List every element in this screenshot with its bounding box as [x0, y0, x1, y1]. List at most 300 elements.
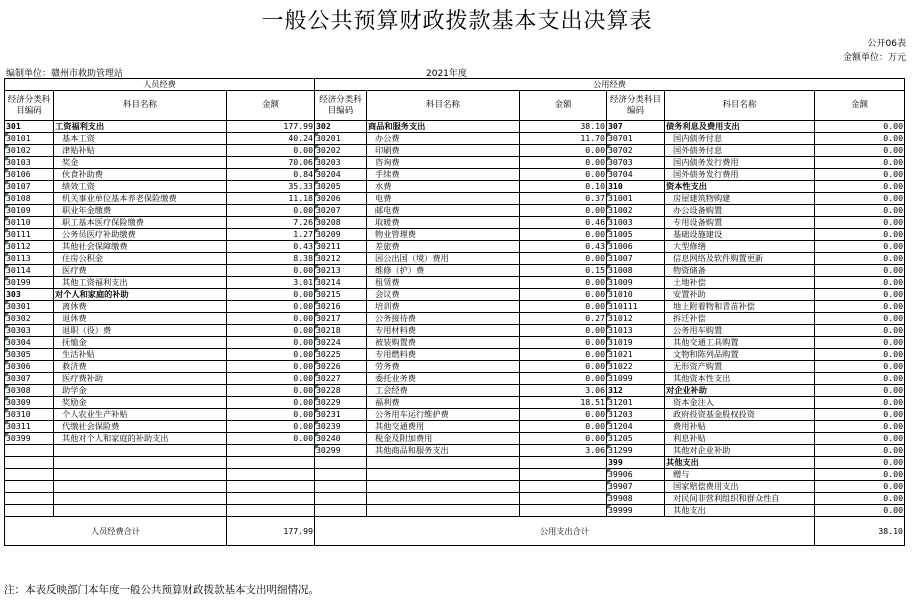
amount-cell: 0.00	[520, 409, 607, 421]
amount-cell: 0.00	[815, 397, 905, 409]
econ-code-cell: 31203	[607, 409, 665, 421]
group-personnel: 人员经费	[5, 79, 315, 91]
item-name-cell: 基本工资	[54, 133, 227, 145]
item-name-cell: 国外债务付息	[665, 145, 815, 157]
econ-code-cell: 39906	[607, 469, 665, 481]
amount-cell: 0.00	[520, 361, 607, 373]
item-name-cell: 医疗费	[54, 265, 227, 277]
item-name-cell: 助学金	[54, 385, 227, 397]
econ-code-cell: 31013	[607, 325, 665, 337]
amount-cell: 0.00	[520, 421, 607, 433]
amount-cell: 11.70	[520, 133, 607, 145]
econ-code-cell	[315, 457, 367, 469]
econ-code-cell: 30305	[5, 349, 54, 361]
report-title: 一般公共预算财政拨款基本支出决算表	[261, 9, 653, 34]
econ-code-cell: 31009	[607, 277, 665, 289]
amount-cell: 70.06	[227, 157, 315, 169]
amount-cell: 0.00	[227, 409, 315, 421]
item-name-cell: 代缴社会保险费	[54, 421, 227, 433]
personnel-total-label: 人员经费合计	[5, 517, 227, 546]
table-row	[5, 229, 905, 241]
amount-cell: 0.00	[520, 301, 607, 313]
table-row	[5, 265, 905, 277]
econ-code-cell: 30225	[315, 349, 367, 361]
table-row	[5, 121, 905, 133]
item-name-cell: 办公设备购置	[665, 205, 815, 217]
item-name-cell: 租赁费	[367, 277, 520, 289]
header-code: 经济分类科目编码	[607, 91, 665, 121]
table-row	[5, 313, 905, 325]
econ-code-cell: 30240	[315, 433, 367, 445]
group-public: 公用经费	[315, 79, 905, 91]
econ-code-cell: 301	[5, 121, 54, 133]
item-name-cell: 其他资本性支出	[665, 373, 815, 385]
econ-code-cell: 307	[607, 121, 665, 133]
item-name-cell: 咨询费	[367, 157, 520, 169]
amount-cell: 0.46	[520, 217, 607, 229]
table-row	[5, 181, 905, 193]
econ-code-cell: 30309	[5, 397, 54, 409]
amount-cell: 177.99	[227, 121, 315, 133]
econ-code-cell: 30303	[5, 325, 54, 337]
table-row	[5, 373, 905, 385]
item-name-cell: 政府投资基金股权投资	[665, 409, 815, 421]
econ-code-cell: 30205	[315, 181, 367, 193]
econ-code-cell: 30211	[315, 241, 367, 253]
econ-code-cell: 30301	[5, 301, 54, 313]
table-row	[5, 157, 905, 169]
amount-cell: 0.00	[520, 157, 607, 169]
econ-code-cell: 30215	[315, 289, 367, 301]
econ-code-cell: 30207	[315, 205, 367, 217]
table-row	[5, 397, 905, 409]
amount-cell: 0.00	[815, 265, 905, 277]
econ-code-cell: 31001	[607, 193, 665, 205]
item-name-cell: 个人农业生产补贴	[54, 409, 227, 421]
econ-code-cell: 30701	[607, 133, 665, 145]
table-row	[5, 421, 905, 433]
econ-code-cell: 30114	[5, 265, 54, 277]
item-name-cell: 大型修缮	[665, 241, 815, 253]
amount-cell	[227, 505, 315, 517]
header-code: 经济分类科目编码	[5, 91, 54, 121]
item-name-cell	[367, 457, 520, 469]
econ-code-cell	[5, 505, 54, 517]
amount-cell: 0.00	[520, 433, 607, 445]
econ-code-cell: 30101	[5, 133, 54, 145]
item-name-cell	[367, 469, 520, 481]
econ-code-cell	[315, 481, 367, 493]
econ-code-cell: 31002	[607, 205, 665, 217]
amount-cell: 11.18	[227, 193, 315, 205]
econ-code-cell: 30229	[315, 397, 367, 409]
table-row	[5, 469, 905, 481]
table-row	[5, 253, 905, 265]
amount-cell: 0.00	[815, 133, 905, 145]
amount-cell: 3.01	[227, 277, 315, 289]
econ-code-cell: 30306	[5, 361, 54, 373]
item-name-cell: 职工基本医疗保险缴费	[54, 217, 227, 229]
item-name-cell	[54, 457, 227, 469]
item-name-cell	[367, 481, 520, 493]
econ-code-cell: 30201	[315, 133, 367, 145]
amount-cell: 0.00	[227, 205, 315, 217]
amount-cell: 0.00	[520, 325, 607, 337]
item-name-cell: 拆迁补偿	[665, 313, 815, 325]
item-name-cell	[367, 505, 520, 517]
item-name-cell: 其他交通费用	[367, 421, 520, 433]
item-name-cell: 福利费	[367, 397, 520, 409]
amount-cell: 0.00	[520, 145, 607, 157]
header-name: 科目名称	[54, 91, 227, 121]
item-name-cell: 医疗费补助	[54, 373, 227, 385]
item-name-cell: 其他工资福利支出	[54, 277, 227, 289]
econ-code-cell: 30216	[315, 301, 367, 313]
amount-cell: 0.00	[520, 205, 607, 217]
item-name-cell: 基础设施建设	[665, 229, 815, 241]
item-name-cell: 水费	[367, 181, 520, 193]
form-code: 公开06表	[867, 39, 906, 49]
amount-cell: 0.00	[815, 409, 905, 421]
item-name-cell: 公务用车购置	[665, 325, 815, 337]
amount-cell: 0.00	[520, 337, 607, 349]
item-name-cell: 会议费	[367, 289, 520, 301]
amount-cell: 0.00	[227, 349, 315, 361]
item-name-cell: 税金及附加费用	[367, 433, 520, 445]
amount-cell: 0.27	[520, 313, 607, 325]
amount-cell: 0.00	[227, 385, 315, 397]
item-name-cell: 其他对个人和家庭的补助支出	[54, 433, 227, 445]
item-name-cell: 地上附着物和青苗补偿	[665, 301, 815, 313]
year-label: 2021年度	[426, 69, 467, 79]
amount-cell: 0.00	[227, 373, 315, 385]
econ-code-cell: 399	[607, 457, 665, 469]
amount-cell: 0.43	[227, 241, 315, 253]
item-name-cell: 退职（役）费	[54, 325, 227, 337]
amount-cell: 0.00	[815, 157, 905, 169]
econ-code-cell: 30212	[315, 253, 367, 265]
econ-code-cell: 31201	[607, 397, 665, 409]
amount-cell: 0.00	[815, 337, 905, 349]
table-row	[5, 481, 905, 493]
econ-code-cell: 30112	[5, 241, 54, 253]
table-row	[5, 289, 905, 301]
amount-cell: 0.00	[815, 493, 905, 505]
amount-cell: 0.00	[520, 277, 607, 289]
table-body	[5, 121, 905, 517]
amount-cell: 0.00	[227, 421, 315, 433]
econ-code-cell: 30227	[315, 373, 367, 385]
econ-code-cell: 310	[607, 181, 665, 193]
item-name-cell: 对企业补助	[665, 385, 815, 397]
item-name-cell: 其他商品和服务支出	[367, 445, 520, 457]
amount-cell: 8.38	[227, 253, 315, 265]
econ-code-cell: 312	[607, 385, 665, 397]
item-name-cell: 职业年金缴费	[54, 205, 227, 217]
econ-code-cell: 303	[5, 289, 54, 301]
econ-code-cell: 31008	[607, 265, 665, 277]
amount-cell: 40.24	[227, 133, 315, 145]
amount-cell	[520, 481, 607, 493]
amount-cell: 0.00	[227, 325, 315, 337]
econ-code-cell	[315, 469, 367, 481]
amount-cell: 0.00	[520, 349, 607, 361]
econ-code-cell: 30224	[315, 337, 367, 349]
econ-code-cell: 31005	[607, 229, 665, 241]
amount-cell: 0.00	[815, 253, 905, 265]
econ-code-cell: 30310	[5, 409, 54, 421]
item-name-cell: 差旅费	[367, 241, 520, 253]
item-name-cell: 其他交通工具购置	[665, 337, 815, 349]
table-row	[5, 385, 905, 397]
item-name-cell: 绩效工资	[54, 181, 227, 193]
econ-code-cell: 39999	[607, 505, 665, 517]
item-name-cell: 其他社会保障缴费	[54, 241, 227, 253]
item-name-cell: 劳务费	[367, 361, 520, 373]
econ-code-cell	[5, 493, 54, 505]
econ-code-cell: 31021	[607, 349, 665, 361]
table-row	[5, 301, 905, 313]
amount-cell: 0.00	[815, 289, 905, 301]
amount-cell	[520, 457, 607, 469]
econ-code-cell: 30218	[315, 325, 367, 337]
item-name-cell: 奖励金	[54, 397, 227, 409]
amount-cell: 0.00	[520, 169, 607, 181]
econ-code-cell: 31019	[607, 337, 665, 349]
item-name-cell: 对个人和家庭的补助	[54, 289, 227, 301]
item-name-cell: 其他对企业补助	[665, 445, 815, 457]
table-row	[5, 361, 905, 373]
amount-cell	[520, 469, 607, 481]
econ-code-cell: 39908	[607, 493, 665, 505]
econ-code-cell	[5, 445, 54, 457]
econ-code-cell: 31006	[607, 241, 665, 253]
econ-code-cell: 310111	[607, 301, 665, 313]
econ-code-cell: 31299	[607, 445, 665, 457]
item-name-cell: 其他支出	[665, 505, 815, 517]
org-label: 编制单位：赣州市救助管理站	[6, 69, 124, 79]
footnote: 注：本表反映部门本年度一般公共预算财政拨款基本支出明细情况。	[4, 584, 319, 596]
item-name-cell: 国外债务发行费用	[665, 169, 815, 181]
econ-code-cell	[315, 493, 367, 505]
item-name-cell: 退休费	[54, 313, 227, 325]
amount-cell: 0.00	[227, 301, 315, 313]
table-row	[5, 337, 905, 349]
amount-cell: 0.00	[227, 145, 315, 157]
item-name-cell: 其他支出	[665, 457, 815, 469]
amount-cell: 0.00	[815, 481, 905, 493]
item-name-cell: 利息补贴	[665, 433, 815, 445]
econ-code-cell	[5, 469, 54, 481]
item-name-cell: 抚恤金	[54, 337, 227, 349]
item-name-cell: 费用补贴	[665, 421, 815, 433]
amount-cell: 0.00	[815, 469, 905, 481]
econ-code-cell: 31204	[607, 421, 665, 433]
econ-code-cell: 30213	[315, 265, 367, 277]
table-row	[5, 505, 905, 517]
amount-cell: 1.27	[227, 229, 315, 241]
econ-code-cell: 30209	[315, 229, 367, 241]
header-amount: 金额	[815, 91, 905, 121]
table-row	[5, 433, 905, 445]
amount-cell	[227, 457, 315, 469]
econ-code-cell: 30110	[5, 217, 54, 229]
econ-code-cell: 30109	[5, 205, 54, 217]
item-name-cell: 邮电费	[367, 205, 520, 217]
amount-cell: 7.26	[227, 217, 315, 229]
item-name-cell: 工会经费	[367, 385, 520, 397]
item-name-cell: 工资福利支出	[54, 121, 227, 133]
econ-code-cell: 30108	[5, 193, 54, 205]
econ-code-cell: 30228	[315, 385, 367, 397]
amount-cell: 0.00	[815, 385, 905, 397]
econ-code-cell: 30206	[315, 193, 367, 205]
amount-cell: 0.00	[815, 193, 905, 205]
econ-code-cell: 30702	[607, 145, 665, 157]
header-code: 经济分类科目编码	[315, 91, 367, 121]
econ-code-cell: 30103	[5, 157, 54, 169]
econ-code-cell: 30704	[607, 169, 665, 181]
table-row	[5, 493, 905, 505]
econ-code-cell: 30239	[315, 421, 367, 433]
amount-cell: 0.00	[815, 121, 905, 133]
amount-cell: 0.00	[520, 229, 607, 241]
item-name-cell: 资本性支出	[665, 181, 815, 193]
econ-code-cell: 30703	[607, 157, 665, 169]
amount-cell	[227, 469, 315, 481]
item-name-cell: 公务员医疗补助缴费	[54, 229, 227, 241]
econ-code-cell: 31003	[607, 217, 665, 229]
personnel-total-value: 177.99	[227, 517, 315, 546]
amount-cell: 0.00	[815, 325, 905, 337]
econ-code-cell: 30299	[315, 445, 367, 457]
amount-cell: 0.43	[520, 241, 607, 253]
econ-code-cell	[315, 505, 367, 517]
amount-cell	[227, 493, 315, 505]
header-amount: 金额	[520, 91, 607, 121]
amount-cell: 0.00	[815, 181, 905, 193]
item-name-cell: 印刷费	[367, 145, 520, 157]
item-name-cell: 国家赔偿费用支出	[665, 481, 815, 493]
amount-cell: 0.00	[815, 445, 905, 457]
amount-cell: 0.00	[815, 457, 905, 469]
item-name-cell: 无形资产购置	[665, 361, 815, 373]
table-row	[5, 409, 905, 421]
item-name-cell: 国内债务发行费用	[665, 157, 815, 169]
item-name-cell: 伙食补助费	[54, 169, 227, 181]
amount-cell: 0.00	[815, 421, 905, 433]
amount-cell: 0.00	[815, 145, 905, 157]
item-name-cell: 土地补偿	[665, 277, 815, 289]
amount-cell: 0.00	[227, 265, 315, 277]
table-row	[5, 241, 905, 253]
item-name-cell: 安置补助	[665, 289, 815, 301]
econ-code-cell: 31022	[607, 361, 665, 373]
item-name-cell: 因公出国（境）费用	[367, 253, 520, 265]
amount-cell: 0.00	[815, 169, 905, 181]
econ-code-cell	[5, 481, 54, 493]
item-name-cell	[54, 505, 227, 517]
amount-cell: 0.00	[815, 505, 905, 517]
amount-cell: 0.00	[815, 361, 905, 373]
amount-cell: 0.00	[815, 205, 905, 217]
amount-cell: 0.00	[815, 433, 905, 445]
item-name-cell	[367, 493, 520, 505]
econ-code-cell: 31007	[607, 253, 665, 265]
amount-cell: 0.84	[227, 169, 315, 181]
econ-code-cell: 30302	[5, 313, 54, 325]
amount-cell: 0.00	[815, 373, 905, 385]
econ-code-cell: 30217	[315, 313, 367, 325]
amount-cell: 0.00	[815, 313, 905, 325]
item-name-cell: 公务用车运行维护费	[367, 409, 520, 421]
econ-code-cell: 30226	[315, 361, 367, 373]
expenditure-table	[4, 78, 905, 546]
table-row	[5, 457, 905, 469]
item-name-cell: 专用设备购置	[665, 217, 815, 229]
econ-code-cell: 31205	[607, 433, 665, 445]
amount-cell: 0.00	[520, 373, 607, 385]
amount-cell: 0.15	[520, 265, 607, 277]
amount-cell: 0.00	[815, 277, 905, 289]
item-name-cell	[54, 481, 227, 493]
econ-code-cell: 39907	[607, 481, 665, 493]
amount-cell: 0.00	[227, 289, 315, 301]
item-name-cell: 国内债务付息	[665, 133, 815, 145]
item-name-cell: 手续费	[367, 169, 520, 181]
econ-code-cell: 30304	[5, 337, 54, 349]
econ-code-cell: 31010	[607, 289, 665, 301]
item-name-cell: 债务利息及费用支出	[665, 121, 815, 133]
amount-cell: 0.00	[815, 301, 905, 313]
amount-cell: 0.00	[815, 229, 905, 241]
item-name-cell	[54, 469, 227, 481]
amount-cell: 38.10	[520, 121, 607, 133]
amount-cell: 3.06	[520, 445, 607, 457]
item-name-cell: 救济费	[54, 361, 227, 373]
econ-code-cell: 30107	[5, 181, 54, 193]
item-name-cell: 办公费	[367, 133, 520, 145]
amount-cell: 0.00	[227, 397, 315, 409]
item-name-cell: 机关事业单位基本养老保险缴费	[54, 193, 227, 205]
item-name-cell: 专用材料费	[367, 325, 520, 337]
econ-code-cell: 30399	[5, 433, 54, 445]
econ-code-cell: 30113	[5, 253, 54, 265]
amount-cell: 0.00	[227, 313, 315, 325]
amount-cell: 0.00	[227, 337, 315, 349]
item-name-cell: 公务接待费	[367, 313, 520, 325]
econ-code-cell: 30202	[315, 145, 367, 157]
item-name-cell: 信息网络及软件购置更新	[665, 253, 815, 265]
unit-label: 金额单位：万元	[842, 53, 906, 63]
item-name-cell: 对民间非营利组织和群众性自	[665, 493, 815, 505]
item-name-cell: 津贴补贴	[54, 145, 227, 157]
public-total-label: 公用支出合计	[315, 517, 815, 546]
amount-cell: 18.51	[520, 397, 607, 409]
item-name-cell: 被装购置费	[367, 337, 520, 349]
econ-code-cell	[5, 457, 54, 469]
econ-code-cell: 31012	[607, 313, 665, 325]
table-row	[5, 349, 905, 361]
amount-cell: 3.06	[520, 385, 607, 397]
item-name-cell: 物业管理费	[367, 229, 520, 241]
econ-code-cell: 30308	[5, 385, 54, 397]
table-row	[5, 145, 905, 157]
econ-code-cell: 30111	[5, 229, 54, 241]
header-amount: 金额	[227, 91, 315, 121]
item-name-cell: 奖金	[54, 157, 227, 169]
econ-code-cell: 30208	[315, 217, 367, 229]
